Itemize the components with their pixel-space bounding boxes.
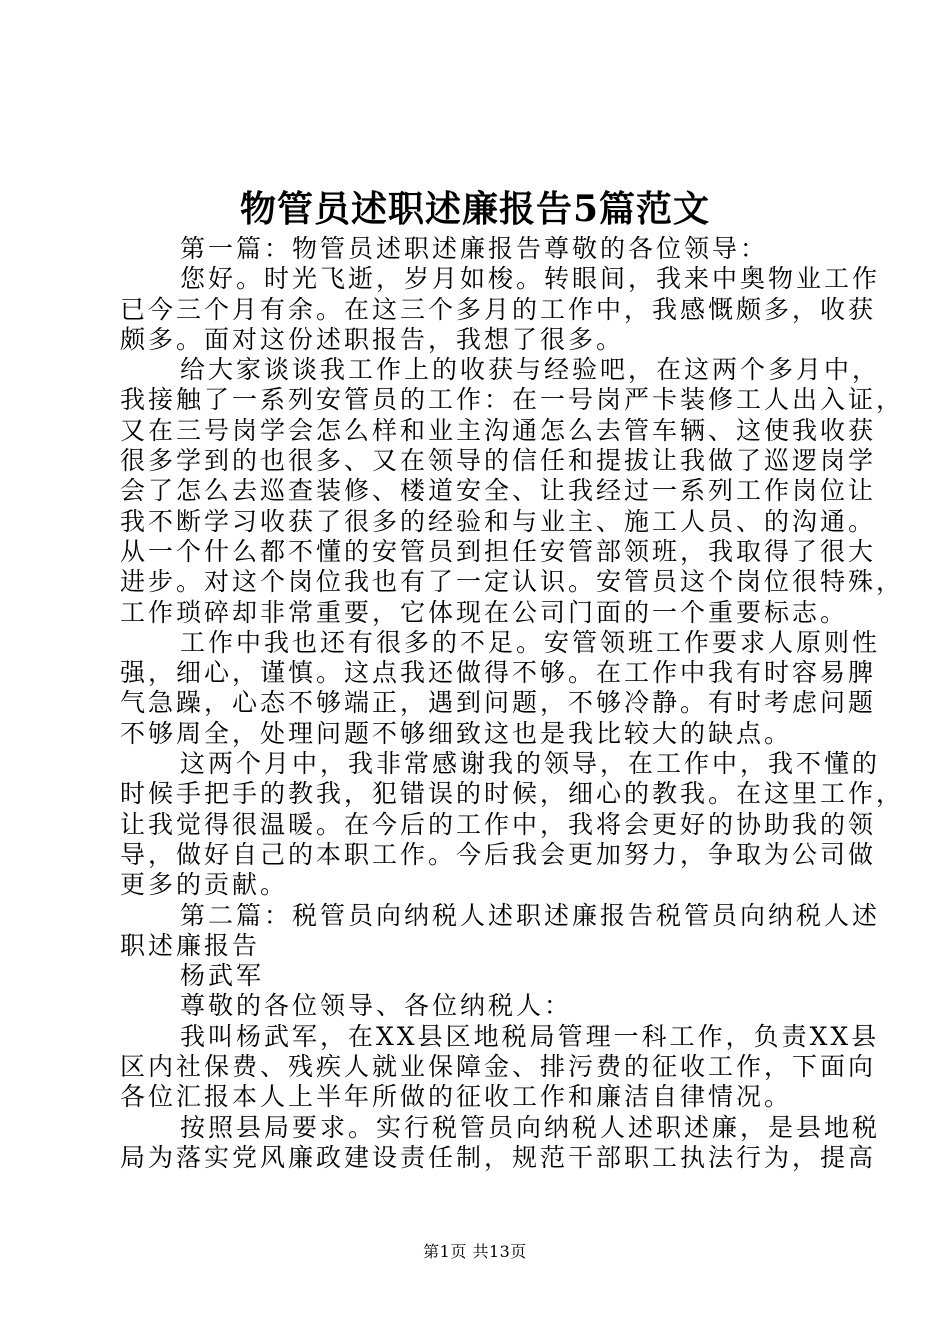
text-line: 强，细心，谨慎。这点我还做得不够。在工作中我有时容易脾 [120,658,877,688]
text-line: 第二篇：税管员向纳税人述职述廉报告税管员向纳税人述 [180,900,881,930]
text-line: 职述廉报告 [120,930,261,960]
text-line: 时候手把手的教我，犯错误的时候，细心的教我。在这里工作， [120,779,905,809]
text-line: 导，做好自己的本职工作。今后我会更加努力，争取为公司做 [120,839,877,869]
text-line: 我不断学习收获了很多的经验和与业主、施工人员、的沟通。 [120,506,877,536]
text-line: 会了怎么去巡查装修、楼道安全、让我经过一系列工作岗位让 [120,476,877,506]
text-line: 这两个月中，我非常感谢我的领导，在工作中，我不懂的 [180,749,881,779]
document-body [120,234,905,1173]
text-line: 局为落实党风廉政建设责任制，规范干部职工执法行为，提高 [120,1142,877,1172]
document-title: 物管员述职述廉报告5篇范文 [239,188,711,230]
text-line: 不够周全，处理问题不够细致这也是我比较大的缺点。 [120,718,793,748]
text-line: 尊敬的各位领导、各位纳税人： [180,991,573,1021]
text-line: 我叫杨武军，在XX县区地税局管理一科工作，负责XX县 [180,1021,880,1051]
text-line: 颇多。面对这份述职报告，我想了很多。 [120,324,625,354]
text-line: 按照县局要求。实行税管员向纳税人述职述廉，是县地税 [180,1112,881,1142]
text-line: 区内社保费、残疾人就业保障金、排污费的征收工作，下面向 [120,1052,877,1082]
text-line: 已今三个月有余。在这三个多月的工作中，我感慨颇多，收获 [120,294,877,324]
page-footer: 第1页 共13页 [423,1242,527,1261]
text-line: 气急躁，心态不够端正，遇到问题，不够冷静。有时考虑问题 [120,688,877,718]
text-line: 工作琐碎却非常重要，它体现在公司门面的一个重要标志。 [120,597,849,627]
text-line: 很多学到的也很多、又在领导的信任和提拔让我做了巡逻岗学 [120,446,877,476]
text-line: 工作中我也还有很多的不足。安管领班工作要求人原则性 [180,627,881,657]
text-line: 又在三号岗学会怎么样和业主沟通怎么去管车辆、这使我收获 [120,415,877,445]
text-line: 第一篇：物管员述职述廉报告尊敬的各位领导： [180,234,769,263]
text-line: 更多的贡献。 [120,870,289,900]
text-line: 您好。时光飞逝，岁月如梭。转眼间，我来中奥物业工作 [180,264,881,294]
text-line: 我接触了一系列安管员的工作：在一号岗严卡装修工人出入证， [120,385,905,415]
text-line: 杨武军 [180,961,265,991]
text-line: 各位汇报本人上半年所做的征收工作和廉洁自律情况。 [120,1082,793,1112]
text-line: 给大家谈谈我工作上的收获与经验吧，在这两个多月中， [180,355,881,385]
text-line: 让我觉得很温暖。在今后的工作中，我将会更好的协助我的领 [120,809,877,839]
text-line: 从一个什么都不懂的安管员到担任安管部领班，我取得了很大 [120,536,877,566]
text-line: 进步。对这个岗位我也有了一定认识。安管员这个岗位很特殊， [120,567,905,597]
